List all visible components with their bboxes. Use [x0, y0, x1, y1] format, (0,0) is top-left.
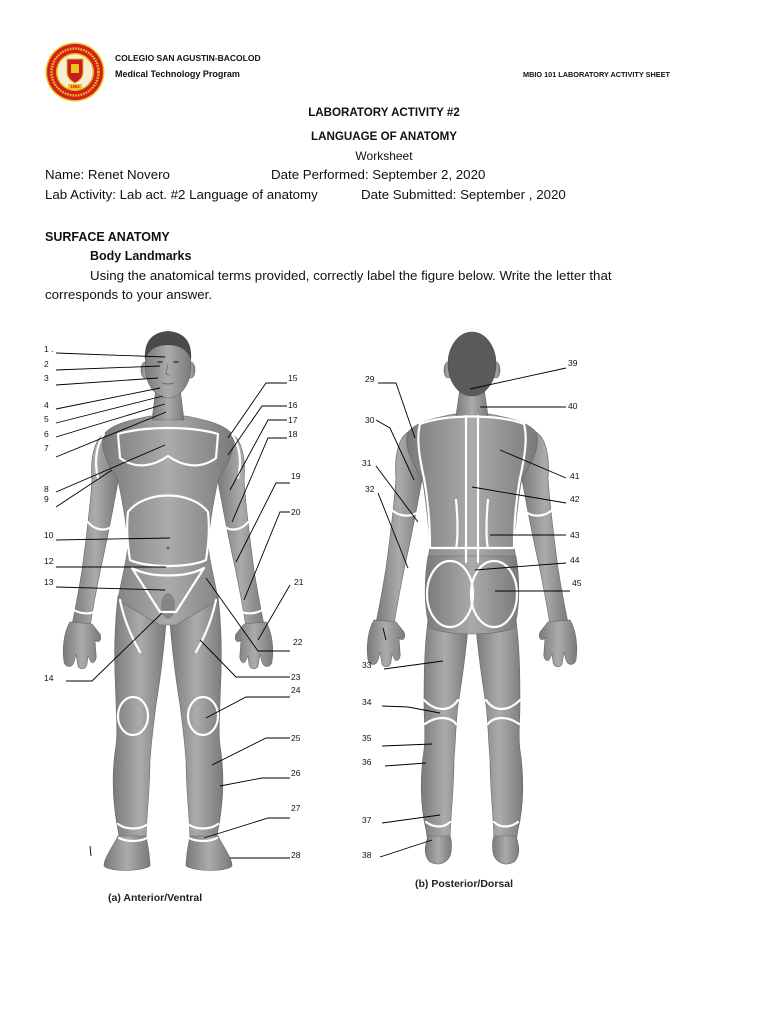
institution-name: COLEGIO SAN AGUSTIN-BACOLOD: [115, 53, 261, 63]
anatomy-figures: [0, 320, 768, 920]
section-subheading: Body Landmarks: [90, 249, 192, 263]
label-36: 36: [362, 757, 372, 767]
label-41: 41: [570, 471, 580, 481]
label-17: 17: [288, 415, 298, 425]
leader-line-36: [385, 763, 426, 766]
anterior-genitalia: [161, 593, 175, 619]
instructions-line-1: Using the anatomical terms provided, correctly label the figure below. Write the letter that: [90, 268, 612, 283]
anterior-left-eye: [157, 361, 163, 363]
seal-year: 1962: [70, 84, 80, 90]
date-performed-value: September 2, 2020: [372, 167, 486, 182]
name-label: Name:: [45, 167, 85, 182]
posterior-caption: (b) Posterior/Dorsal: [415, 878, 514, 890]
label-12: 12: [44, 556, 54, 566]
lab-activity-line: [45, 188, 318, 201]
label-10: 10: [44, 530, 54, 540]
posterior-left-hand: [367, 620, 404, 667]
leader-line-38: [380, 840, 432, 857]
label-30: 30: [365, 415, 375, 425]
label-40: 40: [568, 401, 578, 411]
label-27: 27: [291, 803, 301, 813]
label-3: 3: [44, 373, 49, 383]
label-4: 4: [44, 400, 49, 410]
label-21: 21: [294, 577, 304, 587]
label-15: 15: [288, 373, 298, 383]
leader-line-15: [228, 383, 287, 438]
label-28: 28: [291, 850, 301, 860]
label-5: 5: [44, 414, 49, 424]
stray-mark-anterior: [90, 846, 91, 856]
activity-title: LABORATORY ACTIVITY #2: [308, 106, 460, 119]
worksheet-subtitle: Worksheet: [355, 149, 413, 163]
date-submitted-value: September , 2020: [460, 187, 566, 202]
label-19: 19: [291, 471, 301, 481]
label-14: 14: [44, 673, 54, 683]
leader-line-29: [378, 383, 415, 438]
label-35: 35: [362, 733, 372, 743]
leader-line-25: [212, 738, 290, 765]
label-34: 34: [362, 697, 372, 707]
posterior-right-leg: [476, 620, 523, 842]
label-37: 37: [362, 815, 372, 825]
posterior-left-heel: [425, 836, 451, 864]
label-45: 45: [572, 578, 582, 588]
anterior-navel: [167, 547, 170, 550]
anterior-figure: [44, 331, 304, 904]
anterior-left-leg: [113, 596, 166, 842]
label-16: 16: [288, 400, 298, 410]
label-13: 13: [44, 577, 54, 587]
seal-crest-icon: [71, 64, 79, 73]
leader-line-4: [56, 388, 160, 409]
label-31: 31: [362, 458, 372, 468]
leader-line-26: [220, 778, 290, 786]
label-18: 18: [288, 429, 298, 439]
posterior-right-heel: [493, 836, 519, 864]
anterior-caption: (a) Anterior/Ventral: [108, 892, 203, 904]
label-22: 22: [293, 637, 303, 647]
label-42: 42: [570, 494, 580, 504]
leader-line-21: [258, 585, 290, 640]
instructions-line-2: corresponds to your answer.: [45, 287, 213, 302]
label-44: 44: [570, 555, 580, 565]
anterior-right-leg: [170, 596, 223, 842]
label-29: 29: [365, 374, 375, 384]
name-value: Renet Novero: [87, 167, 170, 182]
lab-activity-label: Lab Activity:: [45, 187, 116, 202]
date-performed-label: Date Performed:: [271, 167, 369, 182]
label-26: 26: [291, 768, 301, 778]
label-6: 6: [44, 429, 49, 439]
label-43: 43: [570, 530, 580, 540]
label-8: 8: [44, 484, 49, 494]
label-23: 23: [291, 672, 301, 682]
section-heading: SURFACE ANATOMY: [45, 230, 170, 244]
school-seal-logo: [45, 42, 105, 102]
label-32: 32: [365, 484, 375, 494]
label-9: 9: [44, 494, 49, 504]
label-7: 7: [44, 443, 49, 453]
posterior-head: [448, 332, 496, 396]
label-2: 2: [44, 359, 49, 369]
posterior-right-hand: [539, 620, 576, 667]
label-33: 33: [362, 660, 372, 670]
date-performed-line: [271, 168, 485, 181]
program-name: Medical Technology Program: [115, 69, 240, 79]
sheet-code: MBIO 101 LABORATORY ACTIVITY SHEET: [523, 70, 670, 79]
label-25: 25: [291, 733, 301, 743]
label-24: 24: [291, 685, 301, 695]
label-39: 39: [568, 358, 578, 368]
anterior-right-eye: [173, 361, 179, 363]
date-submitted-line: [361, 188, 566, 201]
lab-activity-value: Lab act. #2 Language of anatomy: [119, 187, 318, 202]
date-submitted-label: Date Submitted:: [361, 187, 457, 202]
posterior-figure: [362, 332, 582, 890]
name-line: [45, 168, 170, 181]
posterior-left-leg: [421, 620, 468, 842]
label-20: 20: [291, 507, 301, 517]
leader-line-3: [56, 378, 158, 385]
anterior-left-hand: [63, 622, 100, 669]
topic-title: LANGUAGE OF ANATOMY: [311, 130, 457, 143]
label-1: 1 .: [44, 344, 54, 354]
label-38: 38: [362, 850, 372, 860]
